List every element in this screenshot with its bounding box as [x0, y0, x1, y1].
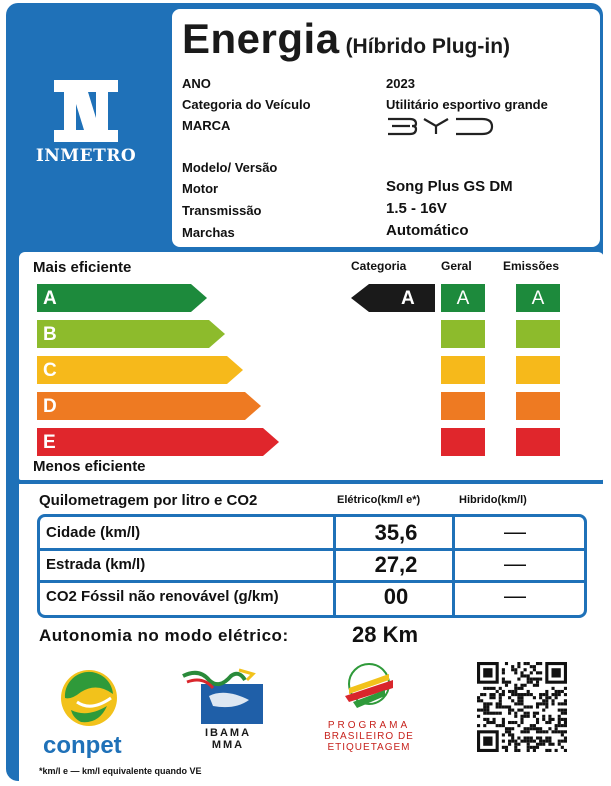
row-value-cidade: 35,6	[374, 520, 418, 545]
selected-grade-letter: A	[456, 288, 470, 309]
row-hibrido-co2: —	[504, 583, 526, 608]
emissoes-square-d	[516, 392, 560, 420]
inmetro-logo-text: INMETRO	[35, 146, 137, 166]
grade-arrow-a	[37, 284, 207, 312]
footnote: *km/l e — km/l equivalente quando VE	[39, 766, 202, 776]
row-label-cidade: Cidade (km/l)	[46, 524, 141, 541]
conpet-text: conpet	[43, 732, 122, 759]
pbe-line3: ETIQUETAGEM	[327, 742, 411, 753]
pbe-text	[309, 720, 429, 753]
grade-letter: A	[43, 288, 57, 309]
qr-code[interactable]	[477, 662, 567, 757]
ibama-emblem-icon	[179, 666, 275, 728]
col-head-geral: Geral	[441, 259, 472, 273]
field-label-transmissao: Transmissão	[182, 203, 262, 218]
qr-code-icon	[477, 662, 567, 752]
geral-square-c	[441, 356, 485, 384]
consumption-panel	[19, 484, 604, 784]
emissoes-square-c	[516, 356, 560, 384]
pbe-emblem-icon	[339, 662, 399, 720]
row-value-estrada: 27,2	[374, 552, 418, 577]
mais-eficiente-label: Mais eficiente	[33, 259, 132, 276]
selected-grade-letter: A	[531, 288, 545, 309]
field-value-ano: 2023	[386, 76, 415, 91]
header-panel	[172, 9, 600, 247]
grade-letter: D	[43, 396, 57, 417]
title-subtitle: (Híbrido Plug-in)	[345, 35, 511, 58]
grade-letter: B	[43, 324, 57, 345]
pbe-line1: PROGRAMA	[327, 720, 411, 731]
autonomia-label: Autonomia no modo elétrico:	[39, 626, 289, 645]
grade-letter: E	[43, 432, 56, 453]
field-label-categoria: Categoria do Veículo	[182, 97, 311, 112]
inmetro-logo	[16, 78, 156, 193]
byd-logo	[386, 115, 496, 140]
categoria-indicator	[351, 284, 435, 312]
geral-square-b	[441, 320, 485, 348]
field-value-marchas: Automático	[386, 222, 469, 239]
col-head-emissoes: Emissões	[503, 259, 560, 273]
ibama-line1: IBAMA	[204, 727, 252, 739]
label-title	[182, 15, 510, 63]
emissoes-square-e	[516, 428, 560, 456]
menos-eficiente-label: Menos eficiente	[33, 458, 146, 475]
efficiency-panel	[19, 252, 604, 480]
title-energia: Energia	[182, 15, 340, 62]
geral-square-a	[441, 284, 485, 312]
autonomia-value: 28 Km	[352, 622, 419, 647]
grade-arrow-d	[37, 392, 261, 420]
inmetro-emblem-icon	[16, 78, 156, 148]
pbe-logo	[339, 662, 399, 725]
field-label-marca: MARCA	[182, 118, 231, 133]
ibama-logo	[179, 666, 275, 733]
pbe-line2: BRASILEIRO DE	[324, 731, 414, 742]
row-hibrido-cidade: —	[504, 519, 526, 544]
field-label-ano: ANO	[182, 76, 211, 91]
emissoes-square-a	[516, 284, 560, 312]
label-frame	[6, 3, 603, 781]
geral-square-e	[441, 428, 485, 456]
col-head-eletrico: Elétrico(km/l e*)	[337, 494, 421, 506]
field-label-motor: Motor	[182, 181, 219, 196]
row-label-co2: CO2 Fóssil não renovável (g/km)	[46, 588, 279, 605]
row-hibrido-estrada: —	[504, 551, 526, 576]
emissoes-square-b	[516, 320, 560, 348]
field-label-modelo: Modelo/ Versão	[182, 160, 278, 175]
conpet-swirl-icon	[57, 668, 121, 728]
grade-arrow-c	[37, 356, 243, 384]
byd-logo-icon	[386, 115, 496, 137]
consumption-table	[37, 514, 587, 618]
row-label-estrada: Estrada (km/l)	[46, 556, 146, 573]
col-head-categoria: Categoria	[351, 259, 407, 273]
field-value-categoria: Utilitário esportivo grande	[386, 97, 548, 112]
grade-letter: C	[43, 360, 57, 381]
field-label-marchas: Marchas	[182, 225, 235, 240]
field-value-motor: Song Plus GS DM	[386, 178, 513, 195]
grade-arrow-b	[37, 320, 225, 348]
ibama-line2: MMA	[211, 739, 245, 751]
grade-arrow-e	[37, 428, 279, 456]
conpet-logo	[57, 668, 121, 733]
field-value-transmissao: 1.5 - 16V	[386, 200, 447, 217]
categoria-letter: A	[401, 288, 415, 309]
ibama-text	[191, 727, 265, 751]
col-head-hibrido: Hibrido(km/l)	[459, 494, 527, 506]
row-value-co2: 00	[383, 584, 409, 609]
consumption-heading: Quilometragem por litro e CO2	[39, 492, 258, 509]
geral-square-d	[441, 392, 485, 420]
